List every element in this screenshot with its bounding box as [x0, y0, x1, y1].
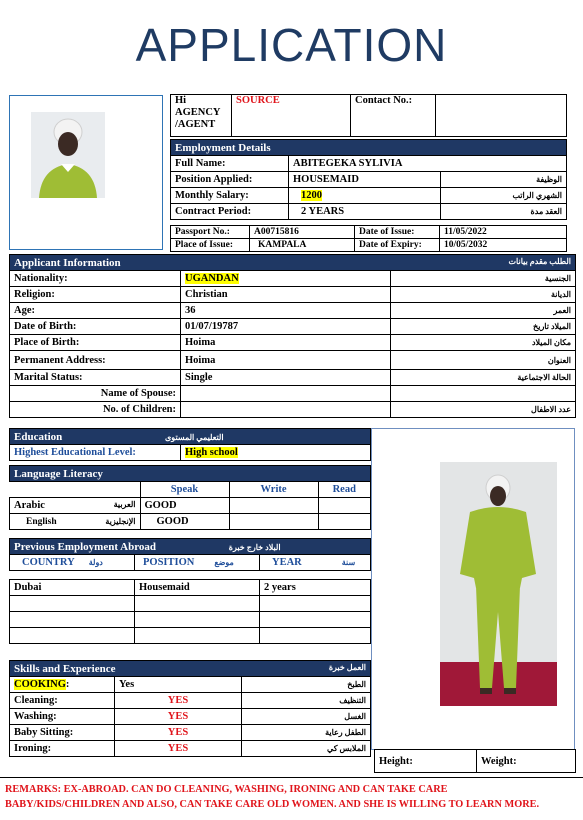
- nationality-value: UGANDAN: [185, 273, 239, 284]
- skill-cleaning-value: YES: [115, 693, 242, 709]
- skill-cooking-ar: الطبخ: [242, 677, 371, 693]
- passport-place-label: Place of Issue:: [171, 239, 250, 252]
- skills-table: Skills and Experience العمل خبرة COOKING: Yes الطبخ Cleaning: YES التنظيف Washing: YES الغسل Baby Sitting: YES الطفل رعاية Ironing: YES الملابس كي: [9, 660, 371, 757]
- prev-col-country: COUNTRY: [22, 557, 75, 568]
- prev-row-year: 2 years: [260, 580, 371, 596]
- skill-cooking-value: Yes: [115, 677, 242, 693]
- contact-value: [436, 95, 567, 137]
- education-header: Education: [14, 430, 63, 443]
- spouse-value: [181, 386, 391, 402]
- dob-label: Date of Birth:: [10, 319, 181, 335]
- applicant-header-ar: الطلب مقدم بيانات: [508, 256, 571, 266]
- address-value: Hoima: [181, 351, 391, 370]
- previous-employment-table: [9, 538, 371, 644]
- nationality-label: Nationality:: [10, 271, 181, 287]
- skills-header: Skills and Experience: [14, 662, 116, 675]
- address-ar: العنوان: [391, 351, 576, 370]
- education-value: High school: [185, 447, 238, 458]
- full-body-photo: [440, 462, 557, 706]
- previous-header: Previous Employment Abroad: [14, 540, 156, 553]
- full-body-photo-frame: [371, 428, 575, 750]
- passport-place-value: KAMPALA: [250, 239, 355, 252]
- spouse-label: Name of Spouse:: [10, 386, 181, 402]
- prev-col-position: POSITION: [143, 557, 195, 568]
- lang-english-label: English: [26, 516, 57, 527]
- skill-babysitting-value: YES: [115, 725, 242, 741]
- applicant-header: Applicant Information: [14, 256, 121, 269]
- language-table: [9, 465, 371, 530]
- emp-salary-label: Monthly Salary:: [171, 188, 289, 204]
- contact-label: Contact No.:: [351, 95, 436, 137]
- agency-source: SOURCE: [232, 95, 351, 137]
- emp-position-label: Position Applied:: [171, 172, 289, 188]
- emp-contract-value: 2 YEARS: [289, 204, 441, 220]
- nationality-ar: الجنسية: [391, 271, 576, 287]
- remarks-label: REMARKS:: [5, 784, 62, 795]
- prev-row-position: Housemaid: [135, 580, 260, 596]
- page-title: APPLICATION: [135, 19, 448, 71]
- address-label: Permanent Address:: [10, 351, 181, 370]
- pob-value: Hoima: [181, 335, 391, 351]
- agency-label: Hi AGENCY /AGENT: [171, 95, 232, 137]
- weight-label: Weight:: [477, 750, 576, 773]
- passport-expiry-value: 10/05/2032: [440, 239, 567, 252]
- marital-ar: الحالة الاجتماعية: [391, 370, 576, 386]
- pob-label: Place of Birth:: [10, 335, 181, 351]
- prev-row-country: Dubai: [10, 580, 135, 596]
- education-header-ar: التعليمي المستوى: [165, 432, 224, 442]
- dob-value: 01/07/19787: [181, 319, 391, 335]
- passport-issue-label: Date of Issue:: [355, 226, 440, 239]
- emp-fullname-label: Full Name:: [171, 156, 289, 172]
- skill-washing-ar: الغسل: [242, 709, 371, 725]
- previous-header-ar: البلاد خارج خبرة: [228, 542, 281, 552]
- emp-position-ar: الوظيفة: [441, 172, 567, 188]
- marital-label: Marital Status:: [10, 370, 181, 386]
- skill-cooking-label: COOKING: [14, 679, 66, 690]
- age-label: Age:: [10, 303, 181, 319]
- skill-babysitting-ar: الطفل رعاية: [242, 725, 371, 741]
- pob-ar: مكان الميلاد: [391, 335, 576, 351]
- age-value: 36: [181, 303, 391, 319]
- lang-english-speak: GOOD: [140, 514, 229, 530]
- prev-col-year-ar: سنة: [341, 558, 356, 567]
- lang-arabic-ar: العربية: [113, 500, 136, 509]
- remarks-line1: EX-ABROAD. CAN DO CLEANING, WASHING, IRONING AND CAN TAKE CARE: [63, 784, 448, 795]
- remarks-line2: BABY/KIDS/CHILDREN AND ALSO, CAN TAKE CARE OLD WOMEN. AND SHE IS WILLING TO LEARN MORE.: [5, 799, 540, 810]
- prev-col-country-ar: دولة: [88, 558, 103, 567]
- employment-header: Employment Details: [171, 140, 567, 156]
- language-header: Language Literacy: [10, 466, 371, 482]
- measurements-table: [374, 749, 576, 773]
- passport-no-label: Passport No.:: [171, 226, 250, 239]
- emp-position-value: HOUSEMAID: [289, 172, 441, 188]
- children-label: No. of Children:: [10, 402, 181, 418]
- lang-arabic-label: Arabic: [14, 500, 45, 511]
- skill-babysitting-label: Baby Sitting:: [10, 725, 115, 741]
- lang-col-read: Read: [318, 482, 371, 498]
- religion-ar: الديانة: [391, 287, 576, 303]
- education-table: [9, 428, 371, 461]
- religion-label: Religion:: [10, 287, 181, 303]
- spouse-ar: [391, 386, 576, 402]
- prev-col-position-ar: موضع: [214, 558, 234, 567]
- skill-ironing-label: Ironing:: [10, 741, 115, 757]
- children-value: [181, 402, 391, 418]
- lang-arabic-speak: GOOD: [140, 498, 229, 514]
- emp-fullname-value: ABITEGEKA SYLIVIA: [289, 156, 567, 172]
- skill-washing-value: YES: [115, 709, 242, 725]
- skill-ironing-ar: الملابس كي: [242, 741, 371, 757]
- marital-value: Single: [181, 370, 391, 386]
- emp-salary-value: 1200: [301, 190, 322, 201]
- lang-col-speak: Speak: [140, 482, 229, 498]
- remarks: [0, 777, 583, 812]
- height-label: Height:: [375, 750, 477, 773]
- skills-header-ar: العمل خبرة: [328, 662, 366, 672]
- skill-washing-label: Washing:: [10, 709, 115, 725]
- lang-col-write: Write: [229, 482, 318, 498]
- skill-cleaning-label: Cleaning:: [10, 693, 115, 709]
- religion-value: Christian: [181, 287, 391, 303]
- portrait-photo: [31, 112, 105, 198]
- skill-ironing-value: YES: [115, 741, 242, 757]
- dob-ar: الميلاد تاريخ: [391, 319, 576, 335]
- passport-expiry-label: Date of Expiry:: [355, 239, 440, 252]
- age-ar: العمر: [391, 303, 576, 319]
- passport-issue-value: 11/05/2022: [440, 226, 567, 239]
- education-label: Highest Educational Level:: [10, 445, 181, 461]
- lang-english-ar: الإنجليزية: [105, 516, 136, 526]
- passport-no-value: A00715816: [250, 226, 355, 239]
- employment-table: [170, 139, 567, 220]
- skill-cleaning-ar: التنظيف: [242, 693, 371, 709]
- portrait-photo-frame: [9, 95, 163, 250]
- passport-table: [170, 225, 567, 252]
- agency-table: [170, 94, 567, 137]
- applicant-table: [9, 254, 576, 418]
- prev-col-year: YEAR: [272, 557, 302, 568]
- emp-contract-label: Contract Period:: [171, 204, 289, 220]
- children-ar: عدد الاطفال: [391, 402, 576, 418]
- emp-salary-ar: الشهري الراتب: [441, 188, 567, 204]
- emp-contract-ar: العقد مدة: [441, 204, 567, 220]
